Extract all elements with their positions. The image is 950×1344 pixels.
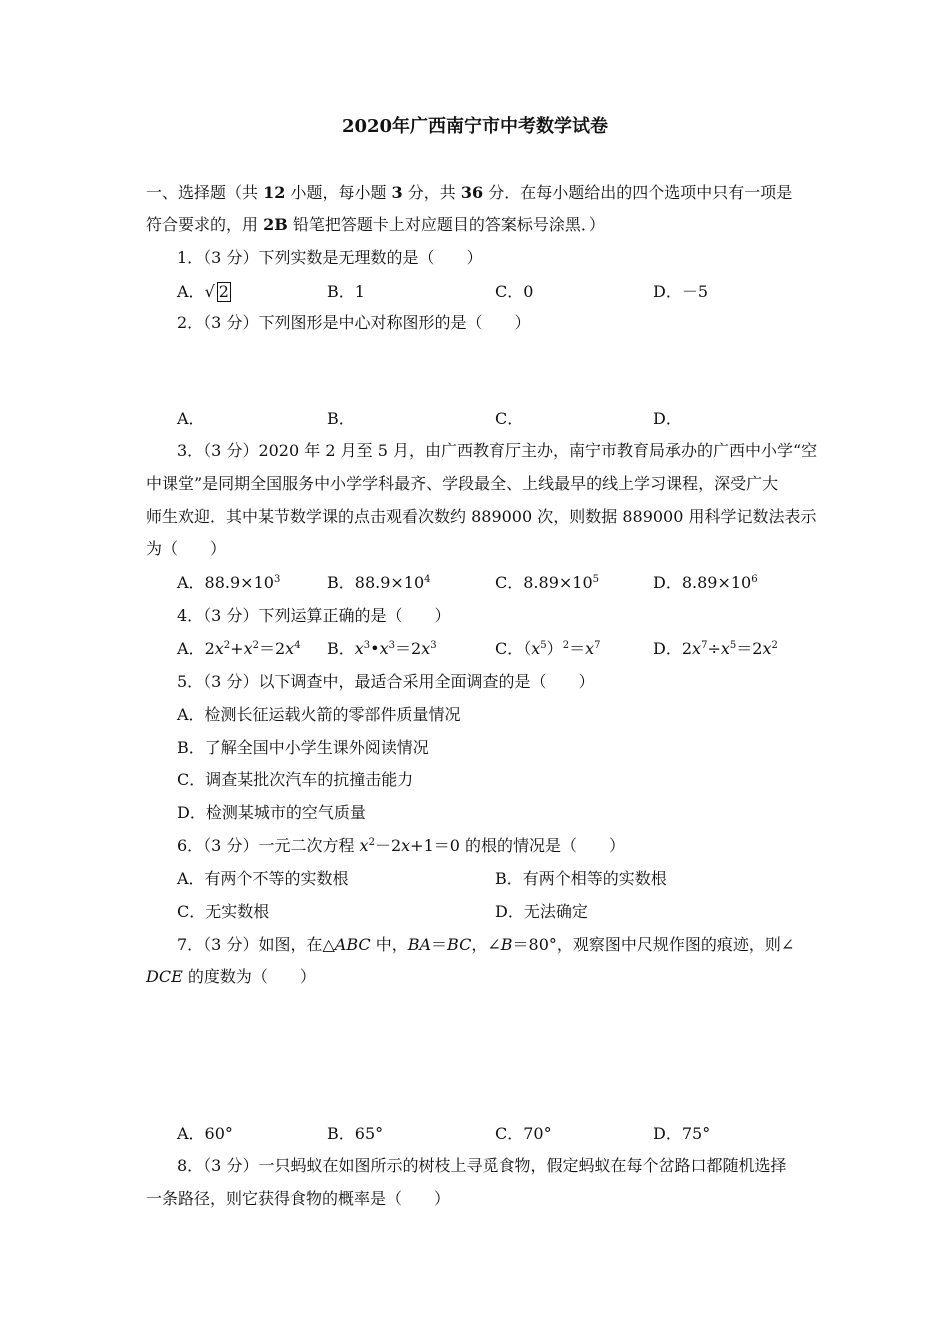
q2-option-c: C． — [495, 409, 524, 428]
question-3-line4: 为（ ） — [146, 539, 227, 558]
question-5-stem: 5．（3 分）以下调查中，最适合采用全面调查的是（ ） — [177, 672, 595, 691]
question-7-line1: 7．（3 分）如图，在△ABC 中，BA＝BC，∠B＝80°，观察图中尺规作图的痕迹，则∠ — [177, 935, 795, 954]
q6-option-a: A．有两个不等的实数根 — [177, 869, 349, 888]
q6-option-c: C．无实数根 — [177, 902, 270, 921]
q1-option-c: C．0 — [495, 282, 534, 301]
q5-option-c: C．调查某批次汽车的抗撞击能力 — [177, 770, 414, 789]
q5-option-d: D．检测某城市的空气质量 — [177, 803, 366, 822]
question-3-line2: 中课堂”是同期全国服务中小学学科最齐、学段最全、上线最早的线上学习课程，深受广大 — [146, 474, 779, 493]
q1-option-a: A．√ 2 — [177, 282, 229, 301]
q5-option-b: B．了解全国中小学生课外阅读情况 — [177, 738, 429, 757]
q3-option-a: A．$88.9\times 10^3$ — [177, 573, 281, 592]
q7-option-b: B．65° — [327, 1124, 384, 1143]
page-title: 2020年广西南宁市中考数学试卷 — [341, 116, 609, 137]
q6-option-d: D．无法确定 — [495, 902, 588, 921]
q7-option-d: D．75° — [653, 1124, 711, 1143]
q2-option-a: A． — [177, 409, 205, 428]
section-instructions-line2: 符合要求的，用 2B 铅笔把答题卡上对应题目的答案标号涂黑．） — [146, 215, 605, 234]
q4-option-c: C．$(x^5)^2=x^7$ — [495, 639, 601, 658]
question-1-stem: 1．（3 分）下列实数是无理数的是（ ） — [177, 248, 483, 267]
q4-option-a: A．$2x^2+x^2=2x^4$ — [177, 639, 301, 658]
question-4-stem: 4．（3 分）下列运算正确的是（ ） — [177, 606, 451, 625]
question-3-line1: 3．（3 分）2020 年 2 月至 5 月，由广西教育厅主办，南宁市教育局承办的广西中小学“空 — [177, 441, 818, 460]
q3-option-c: C．$8.89\times 10^5$ — [495, 573, 600, 592]
q3-option-b: B．$88.9\times 10^4$ — [327, 573, 431, 592]
question-2-stem: 2．（3 分）下列图形是中心对称图形的是（ ） — [177, 313, 531, 332]
section-instructions-line1: 一、选择题（共 12 小题，每小题 3 分，共 36 分．在每小题给出的四个选项中只有一项是 — [146, 183, 793, 202]
q7-option-a: A．60° — [177, 1124, 233, 1143]
q2-option-d: D． — [653, 409, 682, 428]
q4-option-d: D．$2x^7\div x^5=2x^2$ — [653, 639, 778, 658]
q4-option-b: B．$x^3•x^3=2x^3$ — [327, 639, 437, 658]
q1-option-d: D．－5 — [653, 282, 709, 301]
q2-option-b: B． — [327, 409, 355, 428]
question-8-line1: 8．（3 分）一只蚂蚁在如图所示的树枝上寻觅食物，假定蚂蚁在每个岔路口都随机选择 — [177, 1156, 787, 1175]
q3-option-d: D．$8.89\times 10^6$ — [653, 573, 758, 592]
q6-option-b: B．有两个相等的实数根 — [495, 869, 667, 888]
q7-option-c: C．70° — [495, 1124, 552, 1143]
question-6-stem: 6．（3 分）一元二次方程 $x^2-2x+1=0$ 的根的情况是（ ） — [177, 836, 626, 855]
question-3-line3: 师生欢迎．其中某节数学课的点击观看次数约 889000 次，则数据 889000 用科学记数法表示 — [146, 507, 817, 526]
sqrt-symbol: √ — [204, 282, 215, 301]
question-8-line2: 一条路径，则它获得食物的概率是（ ） — [146, 1189, 451, 1208]
q1-option-b: B．1 — [327, 282, 365, 301]
q1-radicand: 2 — [218, 282, 229, 301]
q5-option-a: A．检测长征运载火箭的零部件质量情况 — [177, 705, 461, 724]
question-7-line2: DCE 的度数为（ ） — [146, 967, 316, 986]
